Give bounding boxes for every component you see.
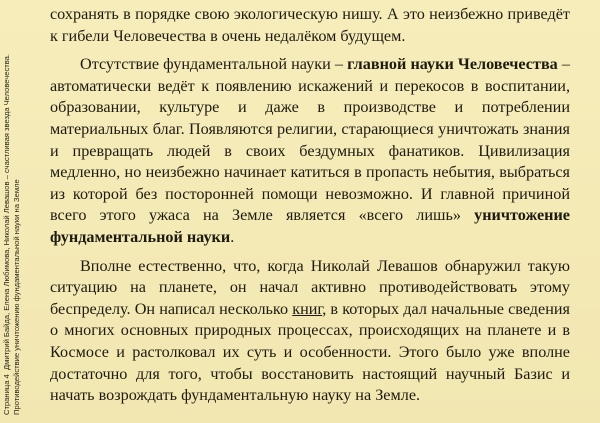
paragraph-3-text-a: Вполне естественно, что, когда Николай Левашов обнаружил такую ситуацию на планете, он начал активно противодействовать этому беспределу. Он написал несколько: [50, 256, 570, 318]
bold-phrase-main-science: главной науки Человечества: [347, 55, 558, 74]
page-label: Страница: [2, 380, 11, 415]
paragraph-3-text-b: , в которых дал начальные сведения о многих основных природных процессах, происходящих на планете и в Космосе и растолковал их суть и особенности. Этого было уже вполне достаточно для того, чтобы восстановить настоящий научный Базис и начать возрождать фундаментальную науку на Земле.: [50, 299, 570, 405]
main-text: [50, 4, 570, 407]
margin-footer-note: [2, 35, 22, 415]
paragraph-2-text-c: .: [230, 227, 235, 246]
margin-note-line-2: Противодействие уничтожению фундаментальной науки на Земле: [12, 179, 21, 415]
paragraph-2-text-b: – автоматически ведёт к появлению искажений и перекосов в воспитании, образовании, культуре и даже в производстве и потреблении материальных благ. Появляются религии, старающиеся уничтожать знания и превращать людей в своих бездумных фанатиков. Цивилизация медленно, но неизбежно начинает катиться в пропасть небытия, выбраться из которой без посторонней помощи невозможно. И главной причиной всего этого ужаса на Земле является «всего лишь»: [50, 55, 571, 225]
paragraph-2-text-a: Отсутствие фундаментальной науки –: [80, 55, 348, 74]
paragraph-3: [50, 256, 570, 407]
books-link[interactable]: книг: [292, 299, 323, 318]
page-number: 4: [2, 374, 11, 379]
bold-phrase-destruction: уничтожение фундаментальной науки: [50, 206, 570, 246]
document-authors-title: Дмитрий Байда, Елена Любимова, Николай Левашов – счастливая звезда Человечества.: [2, 53, 11, 370]
paragraph-2: [50, 54, 570, 248]
paragraph-1: сохранять в порядке свою экологическую нишу. А это неизбежно приведёт к гибели Человечества в очень недалёком будущем.: [50, 5, 570, 45]
margin-note-line-1: [2, 35, 12, 415]
